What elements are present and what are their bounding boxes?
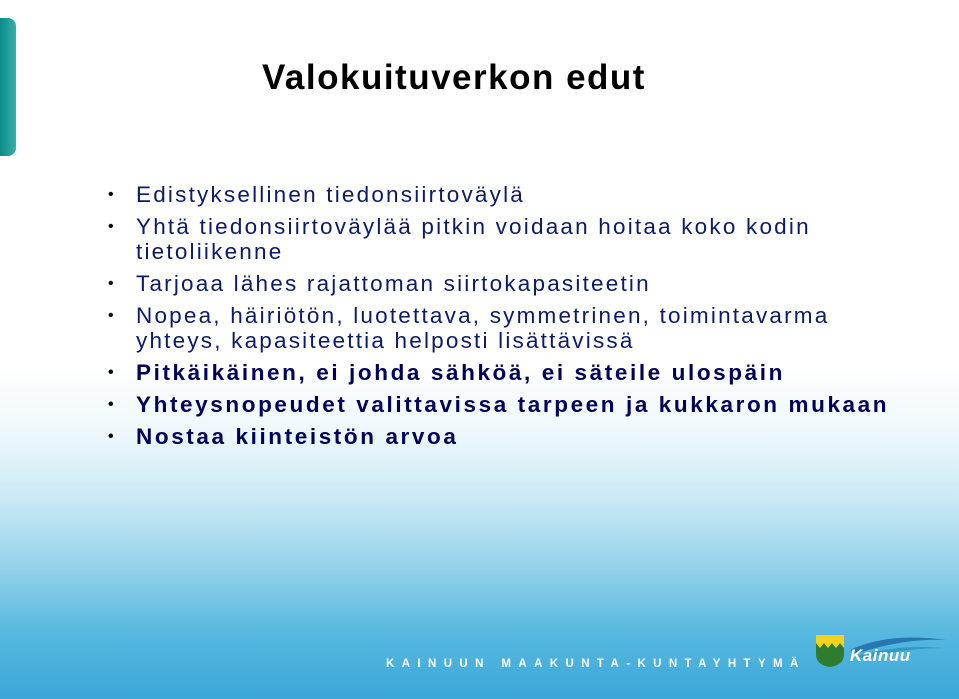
list-item xyxy=(108,360,898,385)
bullet-dot-icon: • xyxy=(108,396,114,413)
bullet-list xyxy=(108,182,898,456)
list-item xyxy=(108,271,898,296)
bullet-dot-icon: • xyxy=(108,275,114,292)
footer-organization xyxy=(386,658,806,670)
slide-title: Valokuituverkon edut xyxy=(262,58,646,97)
list-item xyxy=(108,182,898,207)
list-item-text: Edistyksellinen tiedonsiirtoväylä xyxy=(136,182,526,207)
list-item-text: Tarjoaa lähes rajattoman siirtokapasiteetin xyxy=(136,271,651,296)
list-item xyxy=(108,392,898,417)
footer-separator: - xyxy=(626,658,638,670)
bullet-dot-icon: • xyxy=(108,186,114,203)
list-item xyxy=(108,303,898,353)
list-item-text: Nopea, häiriötön, luotettava, symmetrinen, toimintavarma yhteys, kapasiteettia helposti lisättävissä xyxy=(136,303,830,353)
bullet-dot-icon: • xyxy=(108,218,114,235)
bullet-dot-icon: • xyxy=(108,364,114,381)
list-item xyxy=(108,214,898,264)
bullet-dot-icon: • xyxy=(108,307,114,324)
list-item-text: Yhteysnopeudet valittavissa tarpeen ja kukkaron mukaan xyxy=(136,392,890,417)
footer-org-part1: KAINUUN MAAKUNTA xyxy=(386,658,627,670)
kainuu-logo-text: Kainuu xyxy=(850,646,911,665)
list-item-text: Nostaa kiinteistön arvoa xyxy=(136,424,459,449)
list-item-text: Yhtä tiedonsiirtoväylää pitkin voidaan hoitaa koko kodin tietoliikenne xyxy=(136,214,811,264)
list-item xyxy=(108,424,898,449)
left-accent-bar xyxy=(0,18,16,156)
kainuu-shield-icon xyxy=(815,634,845,668)
bullet-dot-icon: • xyxy=(108,428,114,445)
footer-org-part2: KUNTAYHTYMÄ xyxy=(637,658,806,670)
list-item-text: Pitkäikäinen, ei johda sähköä, ei säteile ulospäin xyxy=(136,360,785,385)
